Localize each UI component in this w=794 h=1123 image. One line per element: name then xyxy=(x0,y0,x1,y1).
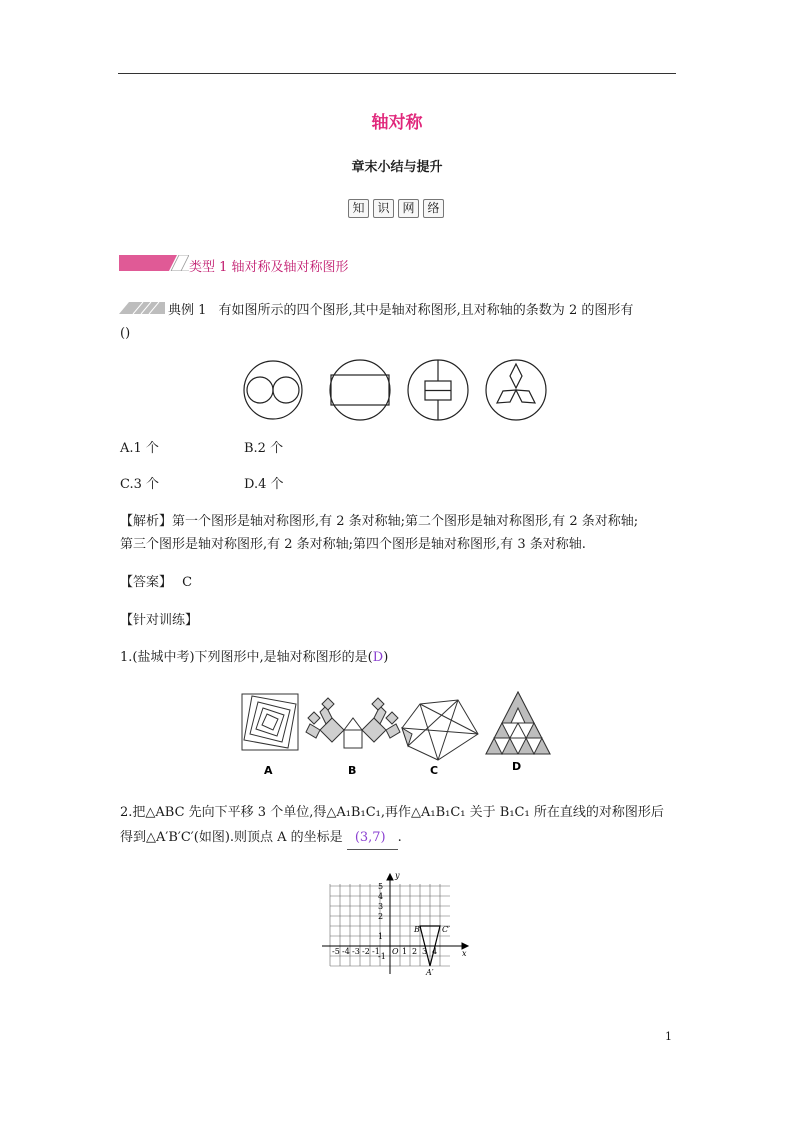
knowledge-network-badge xyxy=(348,199,444,218)
example1-figures xyxy=(240,358,550,424)
svg-text:2: 2 xyxy=(412,947,418,956)
svg-text:1: 1 xyxy=(402,947,408,956)
svg-text:4: 4 xyxy=(378,892,384,901)
example1-label: 典例 1 xyxy=(168,303,207,318)
q1-figures xyxy=(236,688,562,780)
q2-end: . xyxy=(397,830,402,845)
page-number: 1 xyxy=(665,1030,672,1043)
figure-c-polygon xyxy=(402,700,478,760)
option-c: C.3 个 xyxy=(120,477,160,492)
q1-answer: D xyxy=(372,650,384,665)
example1-paren: () xyxy=(120,326,131,341)
answer-label: 【答案】 xyxy=(120,575,173,590)
q2-answer: (3,7) xyxy=(347,827,398,850)
svg-text:B′: B′ xyxy=(414,925,422,934)
svg-text:3: 3 xyxy=(422,947,428,956)
option-a: A.1 个 xyxy=(120,441,159,456)
svg-text:2: 2 xyxy=(378,912,384,921)
type1-heading: 类型 1 轴对称及轴对称图形 xyxy=(189,260,349,275)
figure-label-a: A xyxy=(264,764,273,777)
figure-circle-rectangle xyxy=(330,360,390,420)
figure-label-d: D xyxy=(512,760,522,773)
example1-question: 有如图所示的四个图形,其中是轴对称图形,且对称轴的条数为 2 的图形有 xyxy=(218,303,634,318)
example-banner-icon xyxy=(119,302,165,314)
figure-a-nested-squares xyxy=(242,694,298,750)
figure-circle-square xyxy=(408,360,468,420)
svg-text:A′: A′ xyxy=(426,968,434,977)
svg-text:-5: -5 xyxy=(332,947,340,956)
svg-text:-3: -3 xyxy=(352,947,360,956)
svg-text:C′: C′ xyxy=(442,925,450,934)
svg-text:5: 5 xyxy=(378,882,384,891)
figure-label-b: B xyxy=(348,764,357,777)
svg-text:1: 1 xyxy=(378,932,384,941)
svg-text:4: 4 xyxy=(432,947,438,956)
analysis-line-2: 第三个图形是轴对称图形,有 2 条对称轴;第四个图形是轴对称图形,有 3 条对称轴. xyxy=(120,537,586,552)
figure-b-pythagoras-tree xyxy=(306,698,400,748)
svg-text:3: 3 xyxy=(378,902,384,911)
figure-circle-two-circles xyxy=(244,361,302,419)
option-b: B.2 个 xyxy=(244,441,284,456)
q2-line-2 xyxy=(120,827,402,850)
kn-char: 网 xyxy=(398,199,419,218)
q1-text: 1.(盐城中考)下列图形中,是轴对称图形的是( xyxy=(120,650,373,665)
kn-char: 知 xyxy=(348,199,369,218)
option-d: D.4 个 xyxy=(244,477,284,492)
answer-line xyxy=(120,572,192,594)
header-rule xyxy=(118,73,676,74)
page-subtitle: 章末小结与提升 xyxy=(351,160,443,175)
type-banner-icon xyxy=(119,255,189,271)
answer-value: C xyxy=(182,575,193,590)
figure-label-c: C xyxy=(430,764,439,777)
figure-d-sierpinski xyxy=(486,692,550,754)
svg-text:-2: -2 xyxy=(362,947,370,956)
svg-text:-1: -1 xyxy=(372,947,380,956)
analysis-line-1: 【解析】第一个图形是轴对称图形,有 2 条对称轴;第二个图形是轴对称图形,有 2 条对称轴; xyxy=(120,514,639,529)
svg-text:x: x xyxy=(462,949,467,958)
q1-line xyxy=(120,647,388,669)
kn-char: 识 xyxy=(373,199,394,218)
svg-text:y: y xyxy=(395,871,400,880)
svg-text:O: O xyxy=(392,947,399,956)
kn-char: 络 xyxy=(423,199,444,218)
figure-circle-three-rhombi xyxy=(486,360,546,420)
training-label: 【针对训练】 xyxy=(120,613,199,628)
example1-question-line xyxy=(168,300,633,322)
svg-text:-1: -1 xyxy=(378,952,386,961)
q2-text: 得到△A′B′C′(如图).则顶点 A 的坐标是 xyxy=(120,830,343,845)
q2-line-1: 2.把△ABC 先向下平移 3 个单位,得△A₁B₁C₁,再作△A₁B₁C₁ 关于 B₁C₁ 所在直线的对称图形后 xyxy=(120,805,664,820)
svg-text:-4: -4 xyxy=(342,947,350,956)
page-title: 轴对称 xyxy=(371,113,423,133)
q2-coordinate-grid xyxy=(322,870,472,978)
q1-close: ) xyxy=(383,650,389,665)
